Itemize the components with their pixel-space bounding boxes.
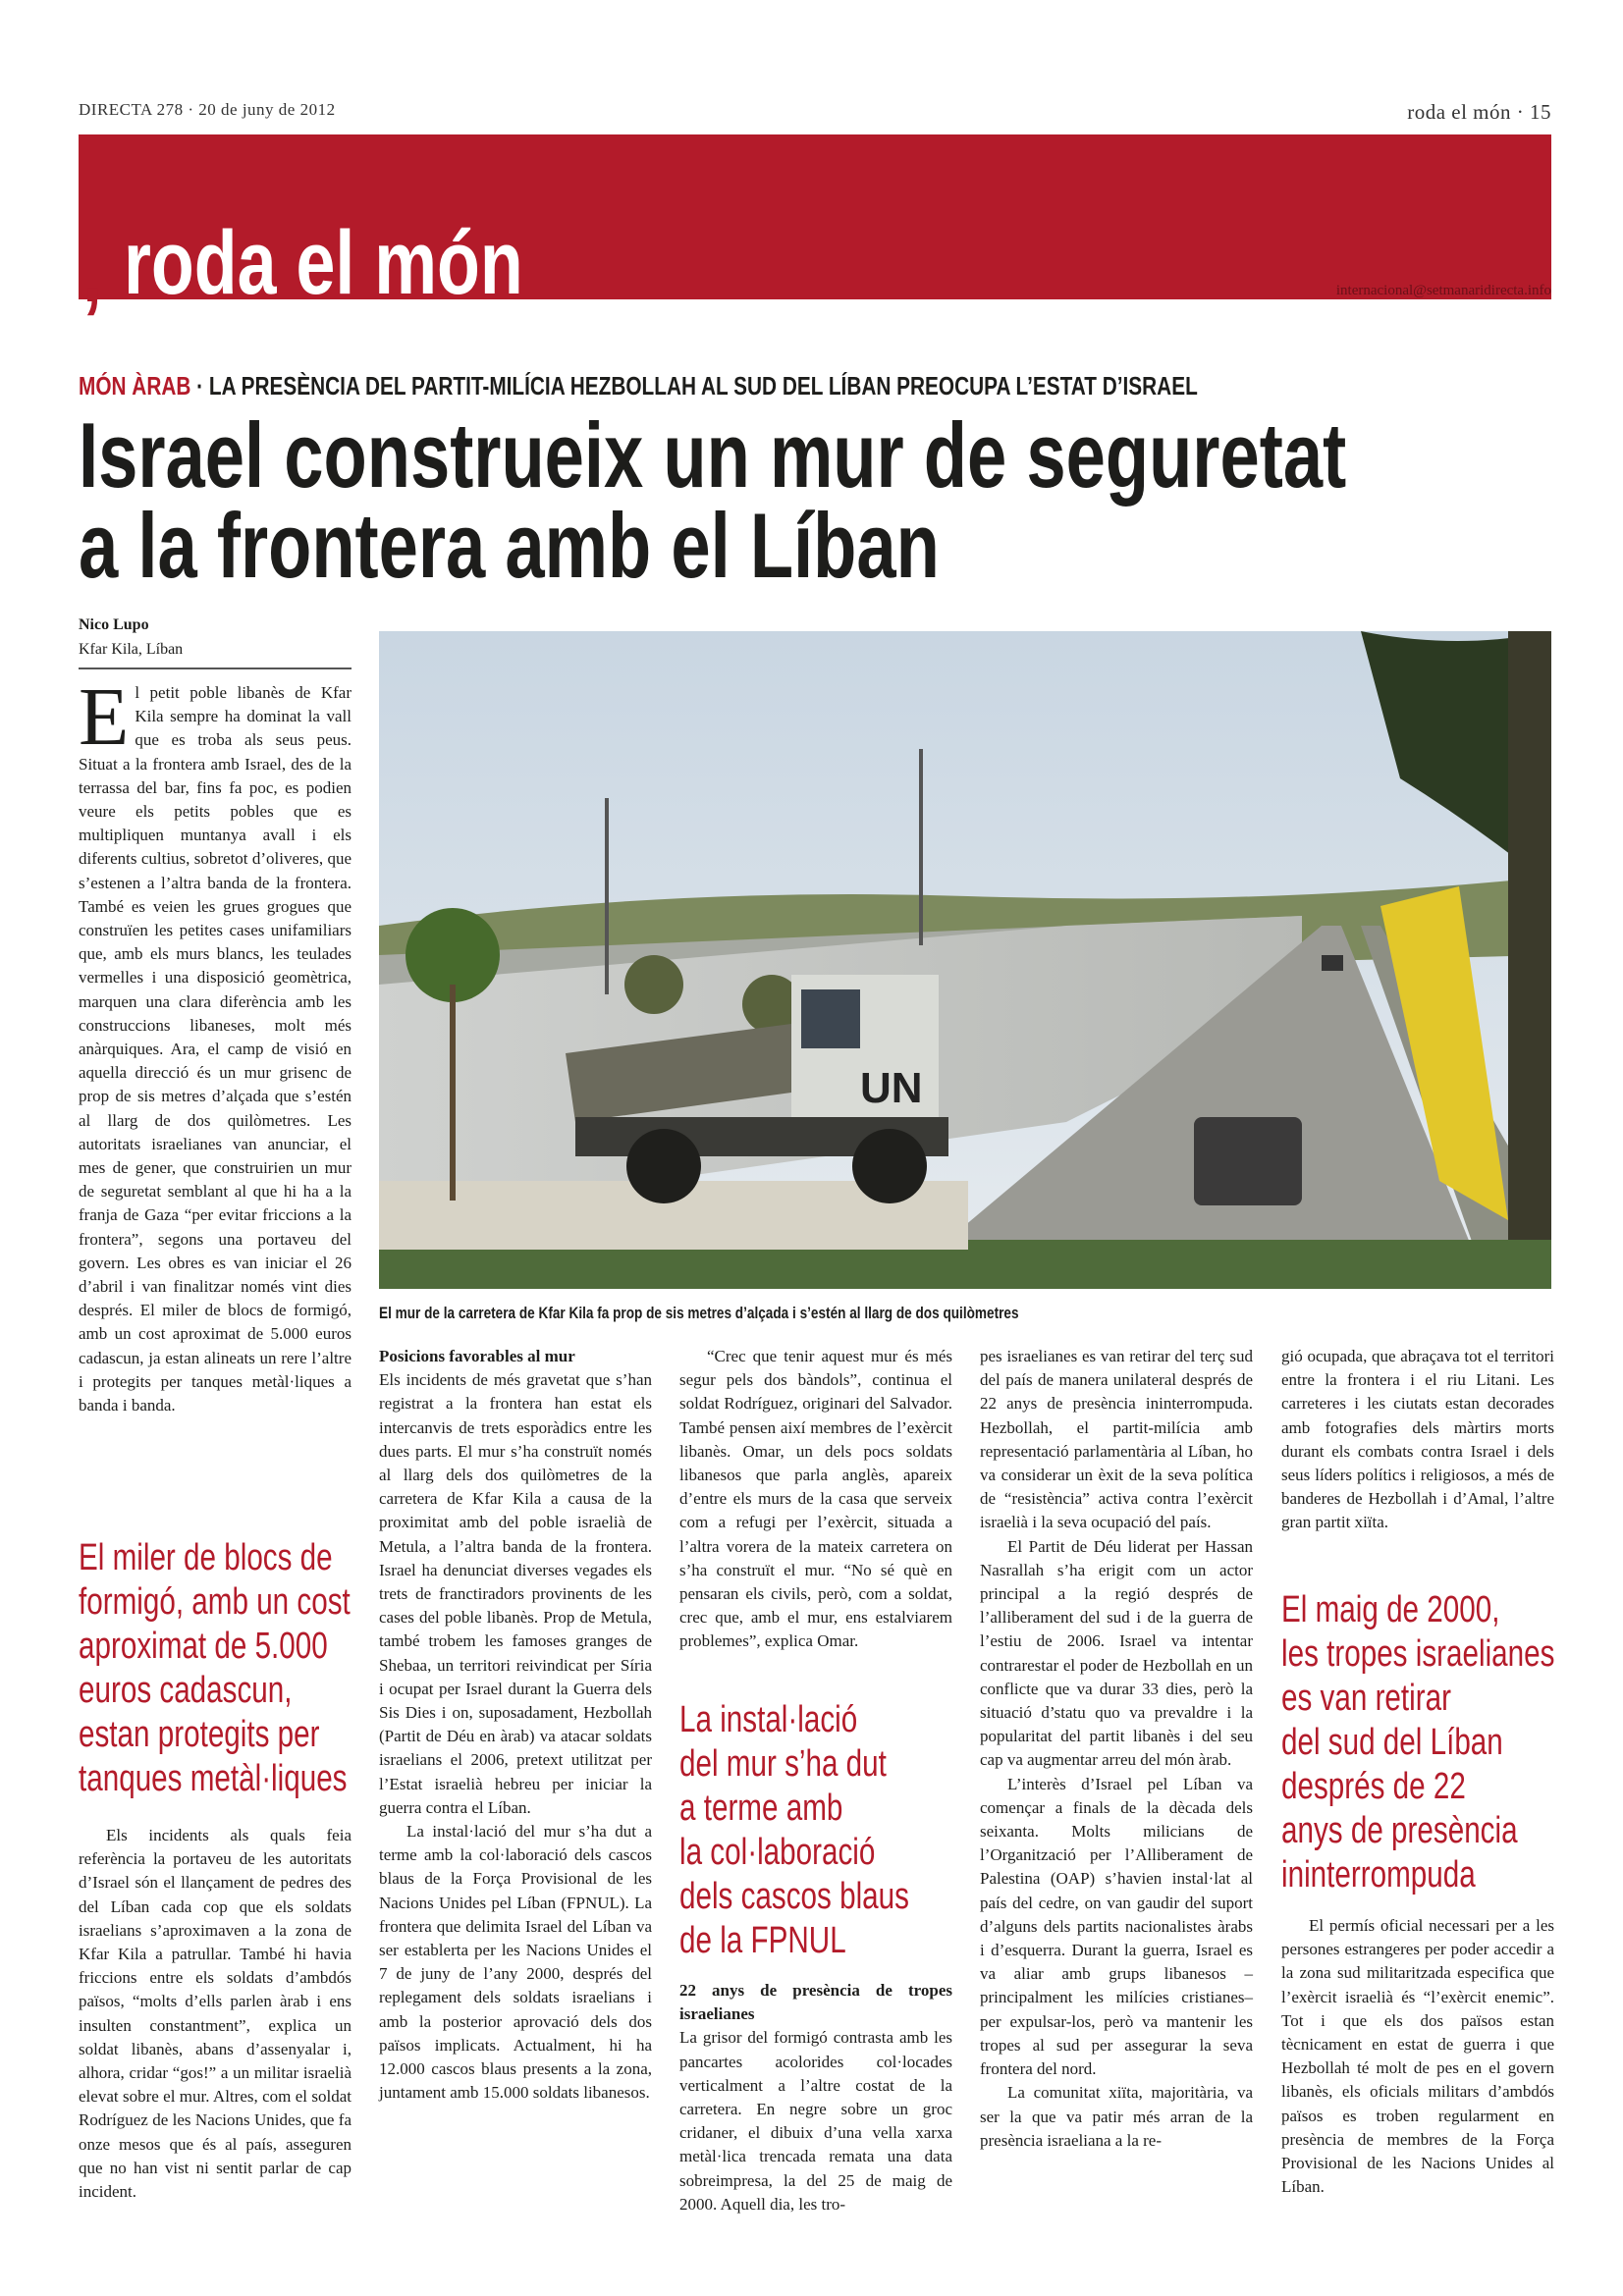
col3-paragraph-2: La grisor del formigó contrasta amb les pancartes acolorides col·locades verticalment a l’altre costat de la carretera. En negre sobre un groc cridaner, el dibuix d’una vella xarxa metàl·lica trencada remata una data sobreimpresa, la del 25 de maig de 2000. Aquell dia, les tro- [679,2028,952,2214]
pullquote-line: es van retirar [1281,1678,1451,1719]
col4-paragraph-3: L’interès d’Israel pel Líban va començar a finals de la dècada dels seixanta. Molts milicians de l’Organització per l’Alliberament de Palestina (OAP) s’havien instal·lat al país del cedre, on van gaudir del suport d’alguns dels partits nacionalistes àrabs i d’esquerra. Durant la guerra, Israel es va aliar amb grups libanesos –principalment les milícies cristianes– per expulsar-los, però va mantenir les tropes al sud per assegurar la seva frontera del nord. [980,1774,1253,2079]
pullquote-line: després de 22 [1281,1766,1466,1807]
pullquote-line: euros cadascun, [79,1670,293,1711]
dateline-place: Kfar Kila, Líban [79,641,184,658]
column-3-continued [679,1979,952,2216]
subhead-posicions: Posicions favorables al mur [379,1347,575,1365]
byline [79,613,352,669]
headline [79,403,1347,597]
pullquote-line: anys de presència [1281,1810,1518,1851]
pullquote-line: del mur s’ha dut [679,1743,887,1785]
pullquote-line: les tropes israelianes [1281,1633,1555,1675]
pullquote-line: La instal·lació [679,1699,858,1740]
col1-paragraph-1: l petit poble libanès de Kfar Kila sempre ha dominat la vall que es troba als seus peus. Situat a la frontera amb Israel, des de la terrassa del bar, fins fa poc, es podien veure els petits pobles que es multipliquen muntanya avall i els diferents cultius, sobretot d’oliveres, que s’estenen a l’altra banda de la frontera. També es veien les grues grogues que construïen les petites cases unifamiliars que, amb els murs blancs, les teulades vermelles i una disposició geomètrica, marquen una clara diferència amb les construccions libaneses, molt més anàrquiques. Ara, el camp de visió en aquella direcció és un mur grisenc de prop de sis metres d’alçada que s’estén al llarg de dos quilòmetres. Les autoritats israelianes van anunciar, el mes de gener, que construirien un mur de seguretat semblant al que hi ha a la franja de Gaza “per evitar friccions a la frontera”, segons una portaveu del govern. Les obres es van iniciar el 26 d’abril i van finalitzar només vint dies després. El miler de blocs de formigó, amb un cost aproximat de 5.000 euros cadascun, ja estan alineats un rere l’altre i protegits per tanques metàl·liques a banda i banda. [79,683,352,1415]
drop-cap: E [79,671,130,763]
column-1 [79,671,352,1417]
kicker [79,371,1198,401]
pullquote-line: estan protegits per [79,1714,320,1755]
column-5-continued [1281,1914,1554,2199]
col5-paragraph-2: El permís oficial necessari per a les persones estrangeres per poder accedir a la zona sud militaritzada especifica que l’exèrcit israelià és “l’exèrcit enemic”. Tot i que els dos països estan tècnicament en estat de guerra i que Hezbollah té molt de pes en el govern libanès, els oficials militars d’ambdós països es troben regularment en presència de membres de la Força Provisional de les Nacions Unides al Líban. [1281,1916,1554,2197]
pullquote-2 [679,1698,955,1963]
pullquote-line: dels cascos blaus [679,1876,909,1917]
column-3 [679,1345,952,1654]
pullquote-line: El miler de blocs de [79,1537,333,1578]
column-1-continued [79,1824,352,2204]
col4-paragraph-1: pes israelianes es van retirar del terç sud del país de manera unilateral després de 22 anys de presència ininterrompuda. Hezbollah, el partit-milícia amb representació parlamentària al Líban, ho va considerar un èxit de la seva política de “resistència” activa contra l’exèrcit israelià i la seva ocupació del país. [980,1347,1253,1532]
col3-paragraph-1: “Crec que tenir aquest mur és més segur pels dos bàndols”, continua el soldat Rodríguez, originari del Salvador. També pensen així membres de l’exèrcit libanès. Omar, un dels pocs soldats libanesos que parla anglès, apareix d’entre els murs de la casa que serveix com a refugi per l’exèrcit, situada a l’altra vorera de la mateix carretera on s’ha construït el mur. “No sé què en pensaran els civils, però, com a soldat, crec que, amb el mur, ens estalviarem problemes”, explica Omar. [679,1347,952,1651]
col4-paragraph-4: La comunitat xiïta, majoritària, va ser la que va patir més arran de la presència israeliana a la re- [980,2083,1253,2150]
pullquote-3 [1281,1588,1557,1897]
section-email[interactable]: internacional@setmanaridirecta.info [1335,283,1551,298]
pullquote-line: ininterrompuda [1281,1854,1476,1896]
section-page-number: roda el món · 15 [1407,100,1551,124]
headline-line-2: a la frontera amb el Líban [79,494,940,597]
author: Nico Lupo [79,616,149,633]
pullquote-line: a terme amb [679,1788,843,1829]
pullquote-line: formigó, amb un cost [79,1581,351,1623]
headline-line-1: Israel construeix un mur de seguretat [79,403,1347,507]
pullquote-1 [79,1536,354,1801]
section-title: roda el món [124,213,523,313]
pullquote-line: del sud del Líban [1281,1722,1503,1763]
col1-paragraph-2: Els incidents als quals feia referència la portaveu de les autoritats d’Israel són el llançament de pedres des del Líban cada cop que els soldats israelians s’aproximaven a la zona de Kfar Kila a patrullar. També hi havia friccions entre els soldats d’ambdós països, “molts d’ells parlen àrab i ens insulten constantment”, explica un soldat libanès, abans d’assenyalar i, alhora, cridar “gos!” a un militar israelià elevat sobre el mur. Altres, com el soldat Rodríguez de les Nacions Unides, que fa onze mesos que és al país, asseguren que no han vist ni sentit parlar de cap incident. [79,1826,352,2202]
pullquote-line: la col·laboració [679,1832,876,1873]
column-4 [980,1345,1253,2153]
pullquote-line: aproximat de 5.000 [79,1626,328,1667]
pullquote-line: de la FPNUL [679,1920,846,1961]
truck-marking: UN [860,1064,923,1112]
pullquote-line: tanques metàl·liques [79,1758,348,1799]
section-comma-logo: , [82,221,102,321]
issue-date: DIRECTA 278 · 20 de juny de 2012 [79,100,336,119]
column-5 [1281,1345,1554,1535]
photo-caption: El mur de la carretera de Kfar Kila fa prop de sis metres d’alçada i s’estén al llarg de dos quilòmetres [379,1304,1019,1322]
col2-paragraph-2: La instal·lació del mur s’ha dut a terme amb la col·laboració dels cascos blaus de la Força Provisional de les Nacions Unides pel Líban (FPNUL). La frontera que delimita Israel del Líban va ser establerta per les Nacions Unides el 7 de juny de l’any 2000, després del replegament dels soldats israelians i amb la posterior aprovació dels dos països implicats. Actualment, hi ha 12.000 cascos blaus presents a la zona, juntament amb 15.000 soldats libanesos. [379,1822,652,2103]
pullquote-line: El maig de 2000, [1281,1589,1500,1630]
kicker-text: · LA PRESÈNCIA DEL PARTIT-MILÍCIA HEZBOLLAH AL SUD DEL LÍBAN PREOCUPA L’ESTAT D’ISRAEL [190,371,1198,400]
article-photo [379,631,1551,1289]
column-2 [379,1345,652,2106]
col4-paragraph-2: El Partit de Déu liderat per Hassan Nasrallah s’ha erigit com un actor principal a la regió després de l’alliberament del sud i de la guerra de l’estiu de 2006. Israel va intentar contrarestar el poder de Hezbollah en un conflicte que va durar 33 dies, però la situació d’statu quo va prevaldre i la popularitat del partit libanès i del seu cap va augmentar arreu del món àrab. [980,1536,1253,1770]
subhead-22-anys: 22 anys de presència de tropes israelianes [679,1981,952,2024]
col2-paragraph-1: Els incidents de més gravetat que s’han registrat a la frontera han estat els intercanvis de trets esporàdics entre les dues parts. El mur s’ha construït només al llarg dels dos quilòmetres de la carretera de Kfar Kila a causa de la proximitat amb del poble israelià de Metula, a l’altra banda de la frontera. Israel ha denunciat diverses vegades els trets de franctiradors provinents de les cases del poble libanès. Prop de Metula, també trobem les famoses granges de Shebaa, un territori reivindicat per Síria i ocupat per Israel durant la Guerra dels Sis Dies i on, suposadament, Hezbollah (Partit de Déu en àrab) va atacar soldats israelians el 2006, pretext utilitzat per l’Estat israelià hebreu per iniciar la guerra contra el Líban. [379,1370,652,1817]
col5-paragraph-1: gió ocupada, que abraçava tot el territori entre la frontera i el riu Litani. Les carreteres i les ciutats estan decorades amb fotografies dels màrtirs morts durant els combats contra Israel i dels seus líders polítics i religiosos, a més de banderes de Hezbollah i d’Amal, l’altre gran partit xiïta. [1281,1347,1554,1532]
kicker-topic: MÓN ÀRAB [79,371,191,400]
